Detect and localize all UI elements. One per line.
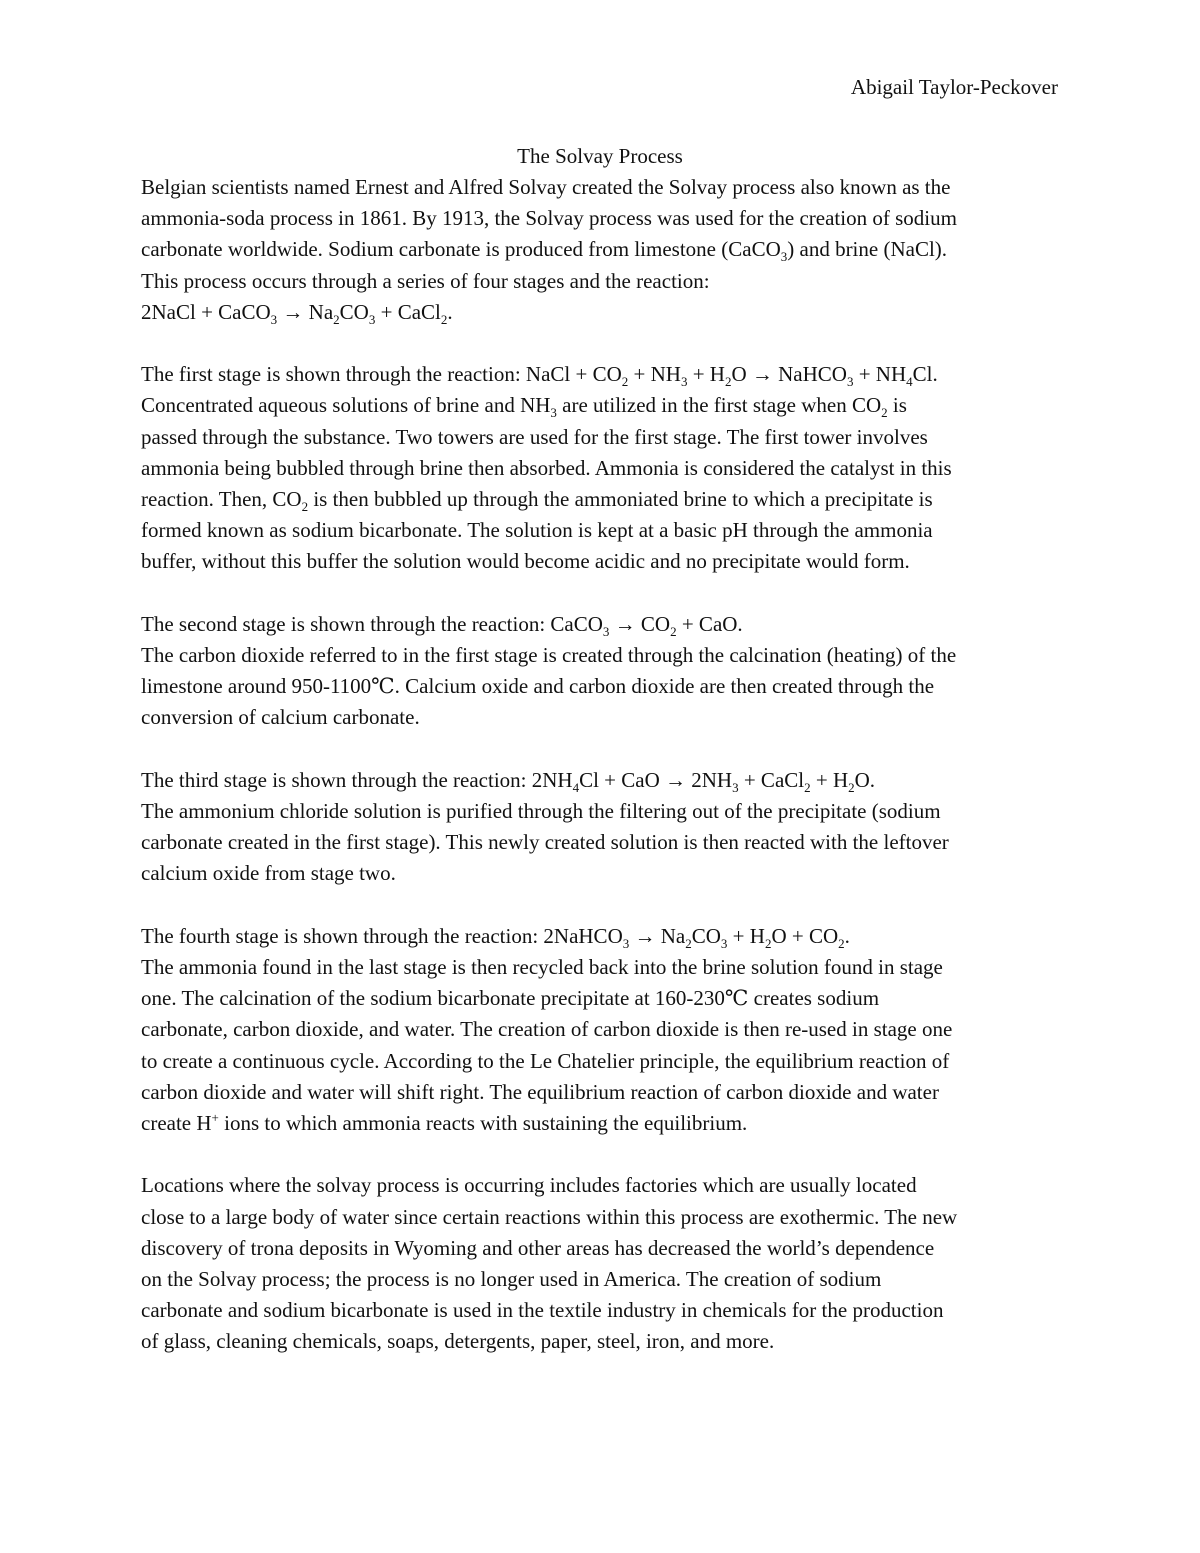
document-title: The Solvay Process bbox=[517, 144, 683, 168]
locations-line: on the Solvay process; the process is no longer used in America. The creation of sodium bbox=[141, 1267, 882, 1292]
stage2-line: limestone around 950-1100℃. Calcium oxide and carbon dioxide are then created through the bbox=[141, 674, 935, 699]
stage4-line: to create a continuous cycle. According to the Le Chatelier principle, the equilibrium reaction of bbox=[141, 1048, 950, 1073]
stage4-line: The ammonia found in the last stage is then recycled back into the brine solution found in stage bbox=[141, 955, 943, 980]
subscript: 3 bbox=[680, 374, 688, 390]
stage4-line: carbonate, carbon dioxide, and water. The creation of carbon dioxide is then re-used in stage one bbox=[141, 1017, 953, 1042]
stage1-line: passed through the substance. Two towers are used for the first stage. The first tower involves bbox=[141, 424, 928, 449]
stage2-line: conversion of calcium carbonate. bbox=[141, 705, 420, 730]
stage4-line: one. The calcination of the sodium bicarbonate precipitate at 160-230℃ creates sodium bbox=[141, 986, 880, 1011]
document-body bbox=[141, 172, 1063, 1358]
stage1-paragraph bbox=[141, 359, 1063, 577]
subscript: 2 bbox=[301, 499, 309, 515]
overall-reaction: 2NaCl + CaCO$_3$ → $Na_2CO_3$ + CaCl$_2$. bbox=[141, 299, 453, 327]
superscript: + bbox=[211, 1110, 219, 1126]
subscript: 3 bbox=[846, 374, 854, 390]
locations-line: carbonate and sodium bicarbonate is used in the textile industry in chemicals for the production bbox=[141, 1298, 944, 1323]
subscript: 2 bbox=[440, 312, 448, 327]
intro-paragraph bbox=[141, 172, 1063, 328]
subscript: 3 bbox=[732, 780, 739, 795]
subscript: 2 bbox=[621, 374, 629, 390]
stage1-line: formed known as sodium bicarbonate. The solution is kept at a basic pH through the ammonia bbox=[141, 518, 933, 543]
stage2-line: The carbon dioxide referred to in the first stage is created through the calcination (heating) of the bbox=[141, 643, 957, 668]
intro-line: This process occurs through a series of four stages and the reaction: bbox=[141, 268, 710, 293]
author-name: Abigail Taylor-Peckover bbox=[850, 75, 1058, 99]
locations-paragraph bbox=[141, 1170, 1063, 1357]
subscript: 4 bbox=[906, 374, 913, 390]
stage4-paragraph bbox=[141, 921, 1063, 1139]
stage2-reaction: The second stage is shown through the reaction: CaCO$_3$ → $CO_2$ + CaO. bbox=[141, 611, 743, 639]
stage3-line: carbonate created in the first stage). This newly created solution is then reacted with the leftover bbox=[141, 830, 949, 855]
subscript: 3 bbox=[602, 624, 610, 639]
subscript: 2 bbox=[881, 405, 888, 421]
stage4-line: create H+ ions to which ammonia reacts with sustaining the equilibrium. bbox=[141, 1110, 748, 1136]
locations-line: close to a large body of water since certain reactions within this process are exothermic. The new bbox=[141, 1204, 958, 1229]
subscript: 3 bbox=[720, 936, 728, 951]
stage3-reaction: The third stage is shown through the reaction: $2NH_4Cl$ + CaO → $2NH_3$ + CaCl$_2$ + $H_2O$. bbox=[141, 767, 876, 795]
stage1-line: ammonia being bubbled through brine then absorbed. Ammonia is considered the catalyst in this bbox=[141, 455, 952, 480]
subscript: 2 bbox=[838, 936, 845, 951]
subscript: 3 bbox=[368, 312, 376, 327]
stage3-line: calcium oxide from stage two. bbox=[141, 861, 396, 886]
subscript: 2 bbox=[764, 936, 772, 951]
intro-line: ammonia-soda process in 1861. By 1913, the Solvay process was used for the creation of sodium bbox=[141, 206, 957, 231]
subscript: 3 bbox=[270, 312, 278, 327]
subscript: 3 bbox=[780, 249, 788, 265]
stage1-line: Concentrated aqueous solutions of brine and $NH_3$ are utilized in the first stage when $CO_2$ is bbox=[141, 393, 907, 421]
stage1-line: buffer, without this buffer the solution would become acidic and no precipitate would form. bbox=[141, 549, 910, 574]
intro-line: carbonate worldwide. Sodium carbonate is produced from limestone (CaCO$_3$) and brine (NaCl). bbox=[141, 237, 948, 265]
subscript: 2 bbox=[804, 780, 811, 795]
subscript: 2 bbox=[670, 624, 677, 639]
stage2-paragraph bbox=[141, 609, 1063, 734]
stage1-reaction: The first stage is shown through the reaction: NaCl + $CO_2 + NH_3 + H_2O$ → NaHCO$_3$ + $NH_4Cl$. bbox=[141, 362, 938, 390]
locations-line: of glass, cleaning chemicals, soaps, detergents, paper, steel, iron, and more. bbox=[141, 1329, 775, 1354]
locations-line: Locations where the solvay process is occurring includes factories which are usually located bbox=[141, 1173, 917, 1198]
stage3-line: The ammonium chloride solution is purified through the filtering out of the precipitate (sodium bbox=[141, 799, 941, 824]
subscript: 2 bbox=[724, 374, 732, 390]
subscript: 2 bbox=[333, 312, 340, 327]
subscript: 3 bbox=[550, 405, 557, 421]
subscript: 2 bbox=[848, 780, 855, 795]
stage4-line: carbon dioxide and water will shift right. The equilibrium reaction of carbon dioxide and water bbox=[141, 1079, 939, 1104]
stage4-reaction: The fourth stage is shown through the reaction: 2NaHCO$_3$ → $Na_2CO_3 + H_2O + CO_2$. bbox=[141, 923, 850, 951]
stage1-line: reaction. Then, $CO_2$ is then bubbled up through the ammoniated brine to which a precipitate is bbox=[141, 487, 933, 515]
stage3-paragraph bbox=[141, 765, 1063, 890]
locations-line: discovery of trona deposits in Wyoming and other areas has decreased the world’s dependence bbox=[141, 1235, 935, 1260]
subscript: 4 bbox=[572, 780, 580, 795]
subscript: 3 bbox=[622, 936, 630, 951]
subscript: 2 bbox=[685, 936, 692, 951]
intro-line: Belgian scientists named Ernest and Alfred Solvay created the Solvay process also known as the bbox=[141, 175, 951, 199]
